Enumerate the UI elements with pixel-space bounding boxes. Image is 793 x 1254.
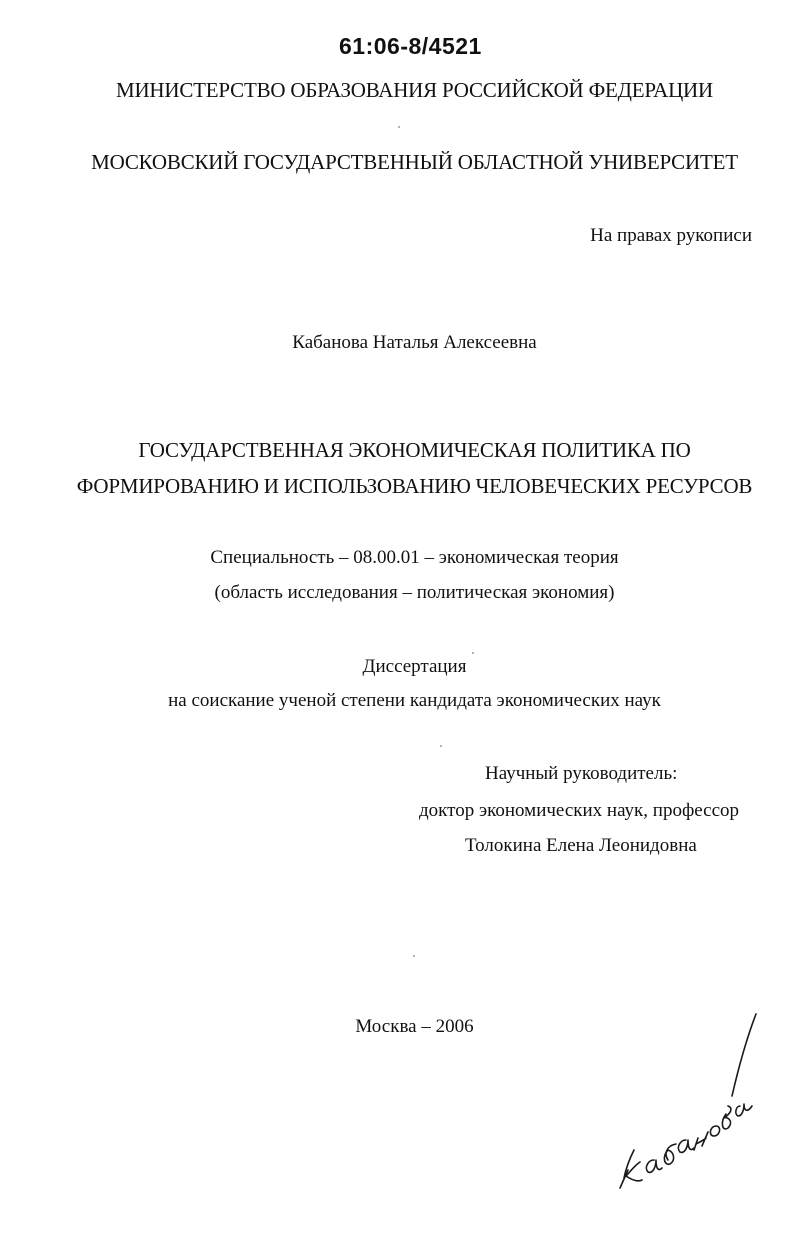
specialty-line: Специальность – 08.00.01 – экономическая теория bbox=[210, 547, 619, 568]
scan-speck bbox=[472, 652, 474, 654]
city-year: Москва – 2006 bbox=[355, 1016, 474, 1037]
research-area-line: (область исследования – политическая экономия) bbox=[214, 582, 615, 603]
scan-speck bbox=[413, 955, 415, 957]
supervisor-label: Научный руководитель: bbox=[485, 763, 678, 784]
degree-line: на соискание ученой степени кандидата экономических наук bbox=[168, 690, 661, 711]
university-heading: МОСКОВСКИЙ ГОСУДАРСТВЕННЫЙ ОБЛАСТНОЙ УНИВЕРСИТЕТ bbox=[91, 150, 738, 174]
scan-speck bbox=[440, 745, 442, 747]
scan-speck bbox=[398, 126, 400, 128]
handwritten-signature bbox=[610, 1010, 760, 1200]
ministry-heading: МИНИСТЕРСТВО ОБРАЗОВАНИЯ РОССИЙСКОЙ ФЕДЕРАЦИИ bbox=[115, 78, 713, 102]
author-name: Кабанова Наталья Алексеевна bbox=[292, 332, 537, 353]
dissertation-title-line-1: ГОСУДАРСТВЕННАЯ ЭКОНОМИЧЕСКАЯ ПОЛИТИКА ПО bbox=[138, 438, 691, 462]
supervisor-name: Толокина Елена Леонидовна bbox=[465, 835, 697, 856]
supervisor-degree: доктор экономических наук, профессор bbox=[419, 800, 740, 821]
dissertation-title-line-2: ФОРМИРОВАНИЮ И ИСПОЛЬЗОВАНИЮ ЧЕЛОВЕЧЕСКИХ РЕСУРСОВ bbox=[76, 474, 753, 498]
manuscript-note: На правах рукописи bbox=[590, 225, 752, 246]
work-type: Диссертация bbox=[362, 656, 467, 677]
registry-number: 61:06-8/4521 bbox=[339, 33, 482, 59]
